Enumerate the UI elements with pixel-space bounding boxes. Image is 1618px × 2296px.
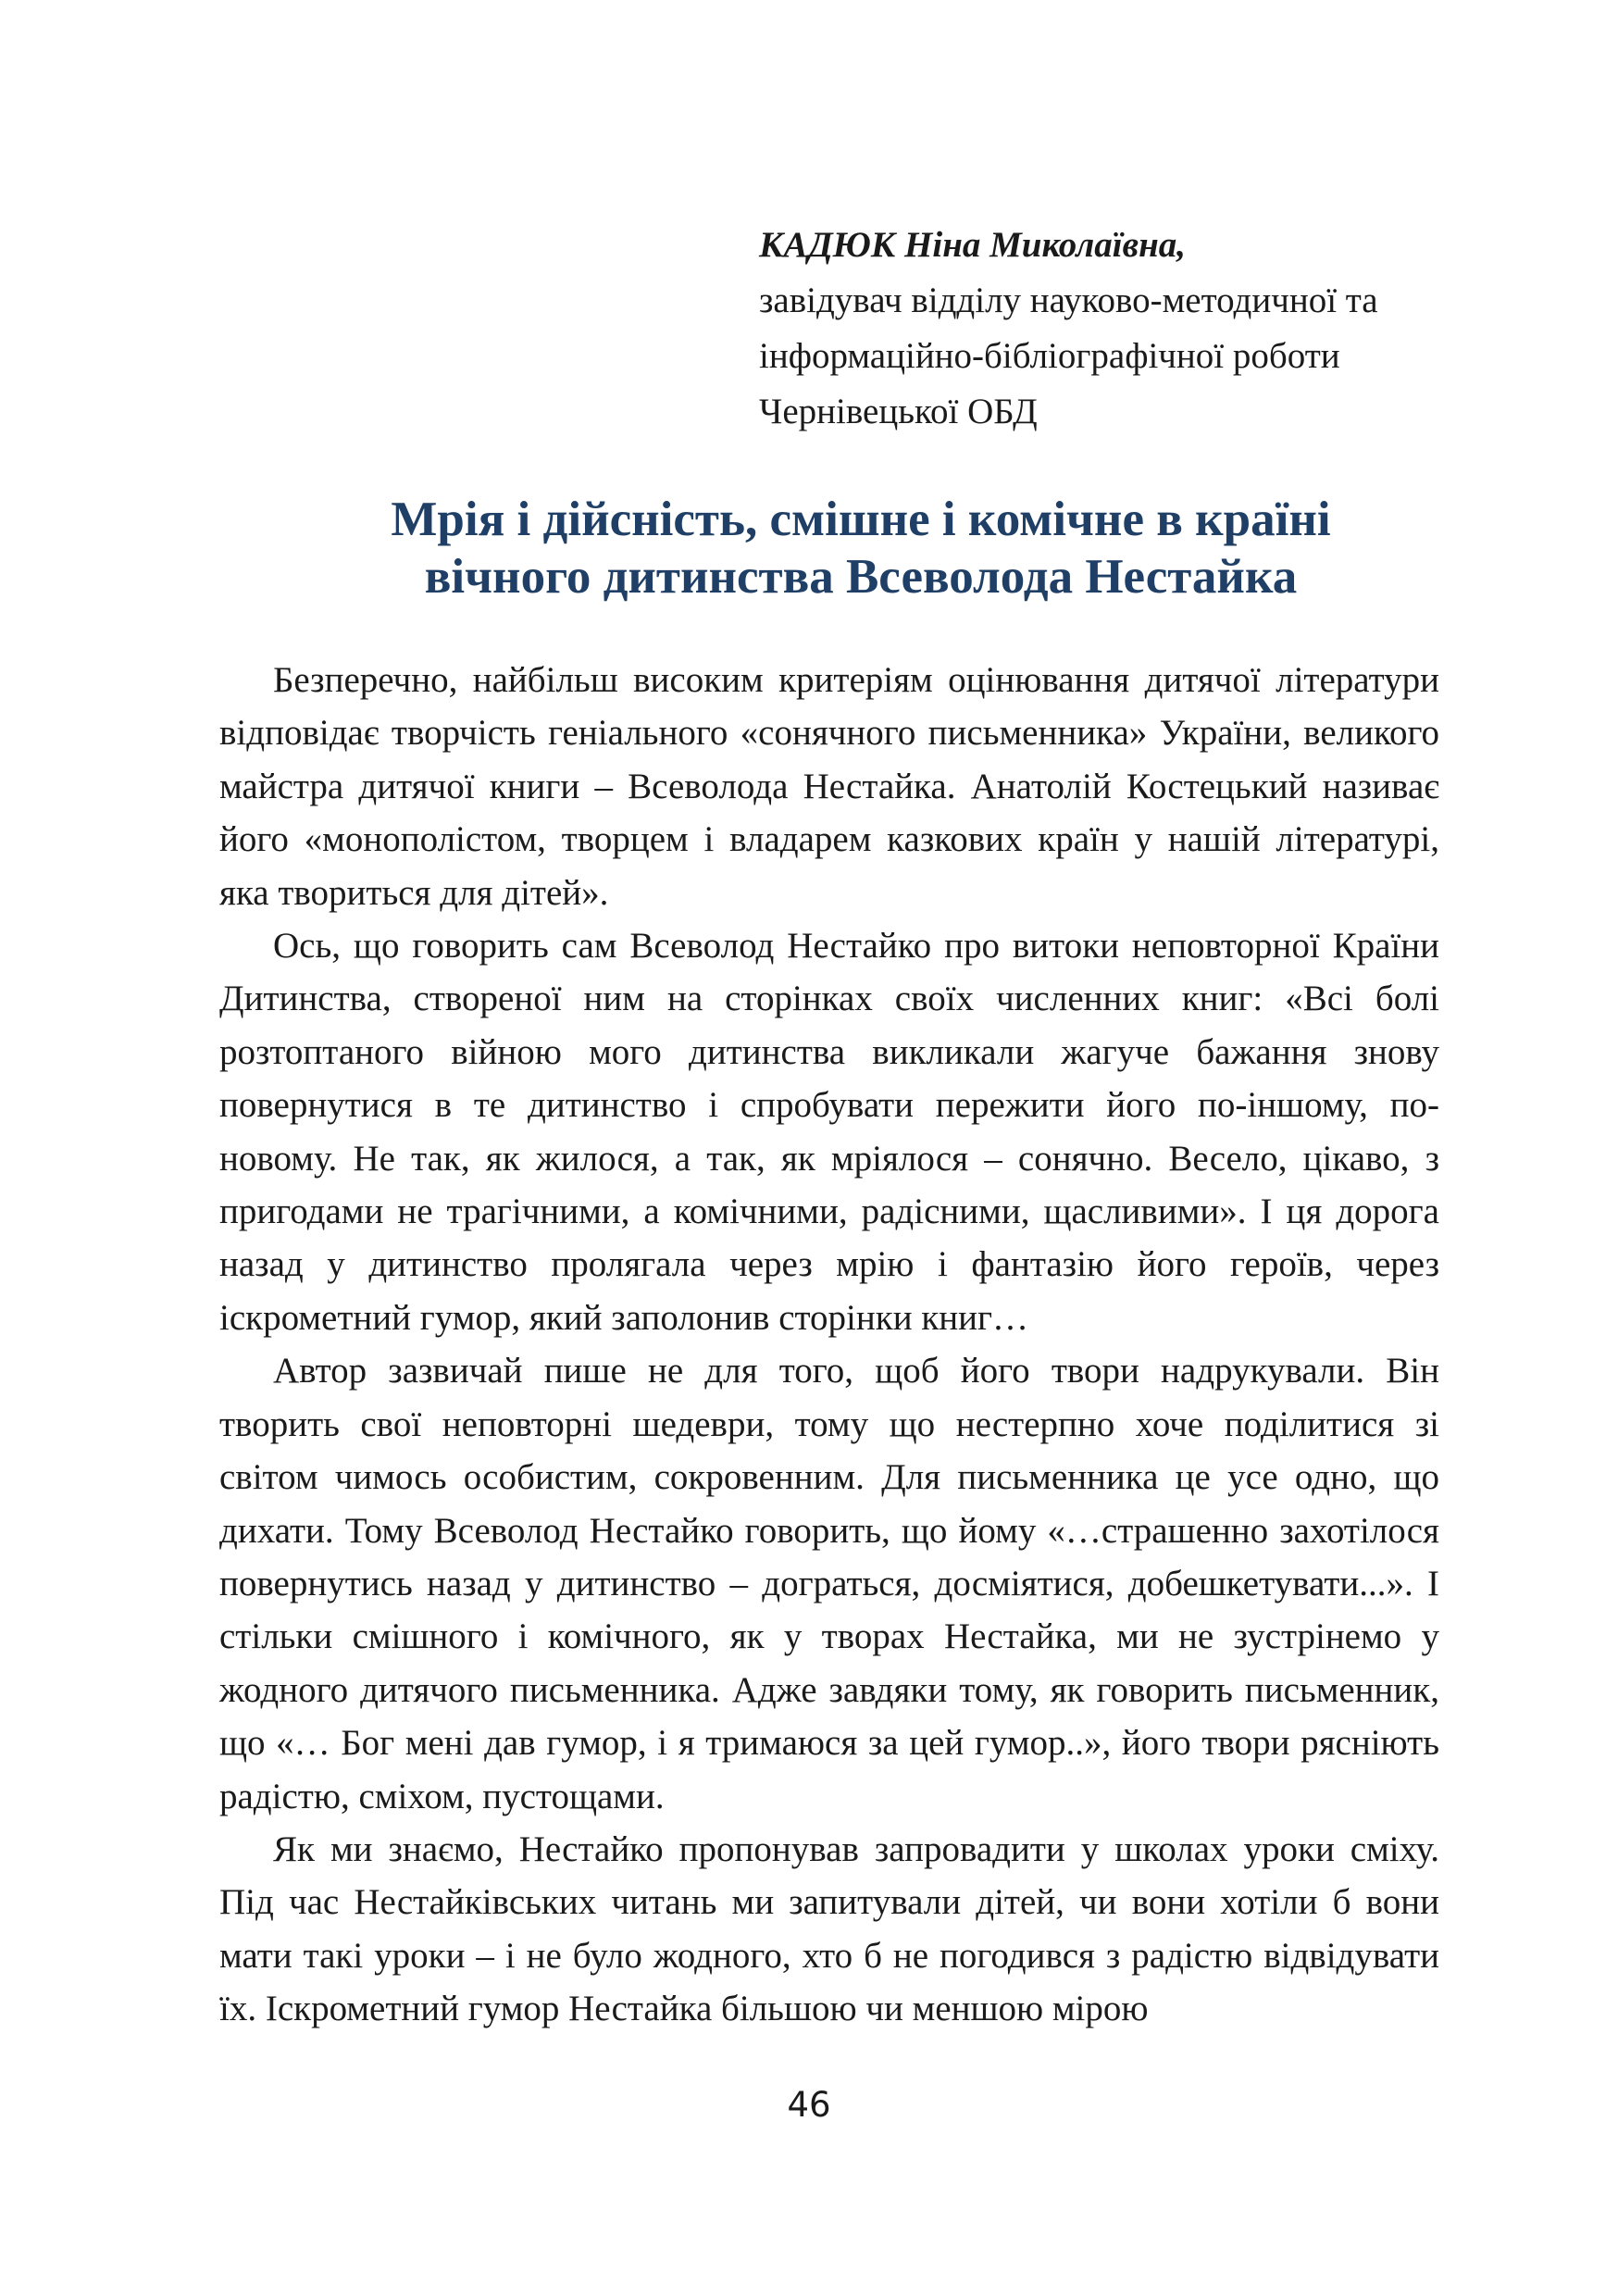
- author-role-line: інформаційно-бібліографічної роботи: [759, 336, 1340, 376]
- article-title: [185, 491, 1537, 605]
- body-paragraph: Автор зазвичай пише не для того, щоб його твори надрукували. Він творить свої неповторні шедеври, тому що нестерпно хоче поділитися зі світом чимось особистим, сокровенним. Для письменника це усе одно, що дихати. Тому Всеволод Нестайко говорить, що йому «…страшенно захотілося повернутись назад у дитинство – дограться, досміятися, добешкетувати...». І стільки смішного і комічного, як у творах Нестайка, ми не зустрінемо у жодного дитячого письменника. Адже завдяки тому, як говорить письменник, що «… Бог мені дав гумор, і я тримаюся за цей гумор..», його твори рясніють радістю, сміхом, пустощами.: [219, 1351, 1439, 1816]
- page-number: 46: [787, 2085, 831, 2125]
- body-paragraph: Безперечно, найбільш високим критеріям оцінювання дитячої літератури відповідає творчість геніального «сонячного письменника» України, великого майстра дитячої книги – Всеволода Нестайка. Анатолій Костецький називає його «монополістом, творцем і владарем казкових країн у нашій літературі, яка твориться для дітей».: [219, 660, 1439, 913]
- article-title-line: Мрія і дійсність, смішне і комічне в країні: [391, 493, 1331, 546]
- article-title-line: вічного дитинства Всеволода Нестайка: [424, 550, 1298, 604]
- body-paragraph: Ось, що говорить сам Всеволод Нестайко про витоки неповторної Країни Дитинства, створеної ним на сторінках своїх численних книг: «Всі болі розтоптаного війною мого дитинства викликали жагуче бажання знову повернутися в те дитинство і спробувати пережити його по-іншому, по-новому. Не так, як жилося, а так, як мріялося – сонячно. Весело, цікаво, з пригодами не трагічними, а комічними, радісними, щасливими». І ця дорога назад у дитинство пролягала через мрію і фантазію його героїв, через іскрометний гумор, який заполонив сторінки книг…: [219, 926, 1439, 1338]
- body-paragraph: Як ми знаємо, Нестайко пропонував запровадити у школах уроки сміху. Під час Нестайківських читань ми запитували дітей, чи вони хотіли б вони мати такі уроки – і не було жодного, хто б не погодився з радістю відвідувати їх. Іскрометний гумор Нестайка більшою чи меншою мірою: [219, 1828, 1439, 2029]
- author-role-line: Чернівецької ОБД: [759, 392, 1038, 431]
- author-block: [759, 218, 1500, 440]
- author-role-line: завідувач відділу науково-методичної та: [759, 281, 1378, 320]
- article-body: [219, 654, 1439, 2036]
- author-name: КАДЮК Ніна Миколаївна,: [759, 225, 1186, 265]
